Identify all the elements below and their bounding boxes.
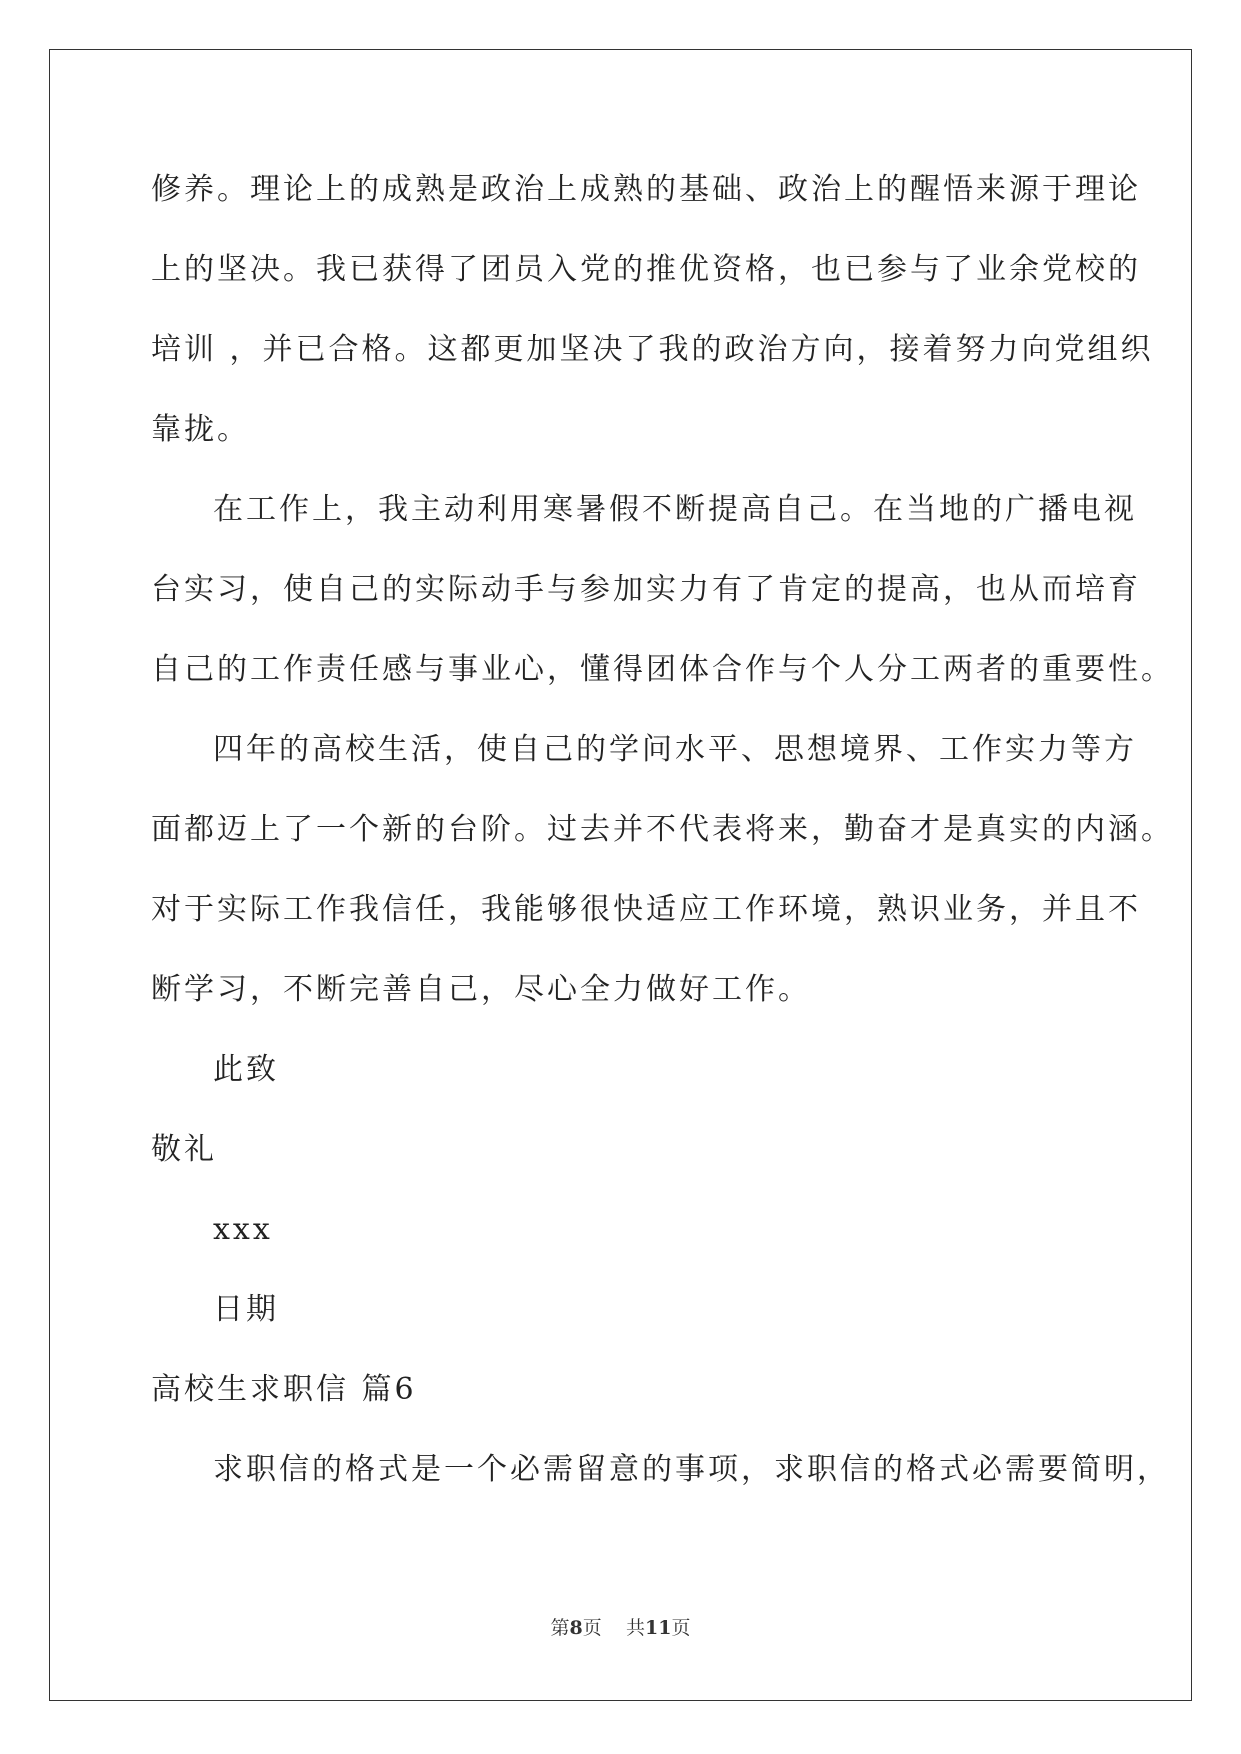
text-line: 靠拢。 [151, 412, 250, 447]
total-prefix: 共 [625, 1617, 645, 1639]
text-line: 台实习，使自己的实际动手与参加实力有了肯定的提高，也从而培育 [151, 572, 1141, 607]
page-suffix: 页 [582, 1617, 602, 1639]
paragraph-start: 在工作上，我主动利用寒暑假不断提高自己。在当地的广播电视 [213, 492, 1137, 527]
total-page-count: 11 [644, 1617, 672, 1639]
text-line: 上的坚决。我已获得了团员入党的推优资格，也已参与了业余党校的 [151, 252, 1141, 287]
text-line: 对于实际工作我信任，我能够很快适应工作环境，熟识业务，并且不 [151, 892, 1141, 927]
current-page-number: 8 [569, 1617, 583, 1639]
signature-name: xxx [213, 1212, 273, 1247]
page-footer [0, 1613, 1241, 1640]
signature-date: 日期 [213, 1292, 279, 1327]
section-heading: 高校生求职信 篇6 [151, 1372, 417, 1407]
total-suffix: 页 [671, 1617, 691, 1639]
closing-phrase: 此致 [213, 1052, 279, 1087]
text-line: 培训 ，并已合格。这都更加坚决了我的政治方向，接着努力向党组织 [151, 332, 1154, 367]
text-line: 面都迈上了一个新的台阶。过去并不代表将来，勤奋才是真实的内涵。 [151, 812, 1174, 847]
page-prefix: 第 [550, 1617, 570, 1639]
paragraph-start: 四年的高校生活，使自己的学问水平、思想境界、工作实力等方 [213, 732, 1137, 767]
paragraph-start: 求职信的格式是一个必需留意的事项，求职信的格式必需要简明， [213, 1452, 1170, 1487]
text-line: 自己的工作责任感与事业心，懂得团体合作与个人分工两者的重要性。 [151, 652, 1174, 687]
salutation: 敬礼 [151, 1132, 217, 1167]
text-line: 断学习，不断完善自己，尽心全力做好工作。 [151, 972, 811, 1007]
document-body [151, 165, 1174, 1525]
text-line: 修养。理论上的成熟是政治上成熟的基础、政治上的醒悟来源于理论 [151, 172, 1141, 207]
